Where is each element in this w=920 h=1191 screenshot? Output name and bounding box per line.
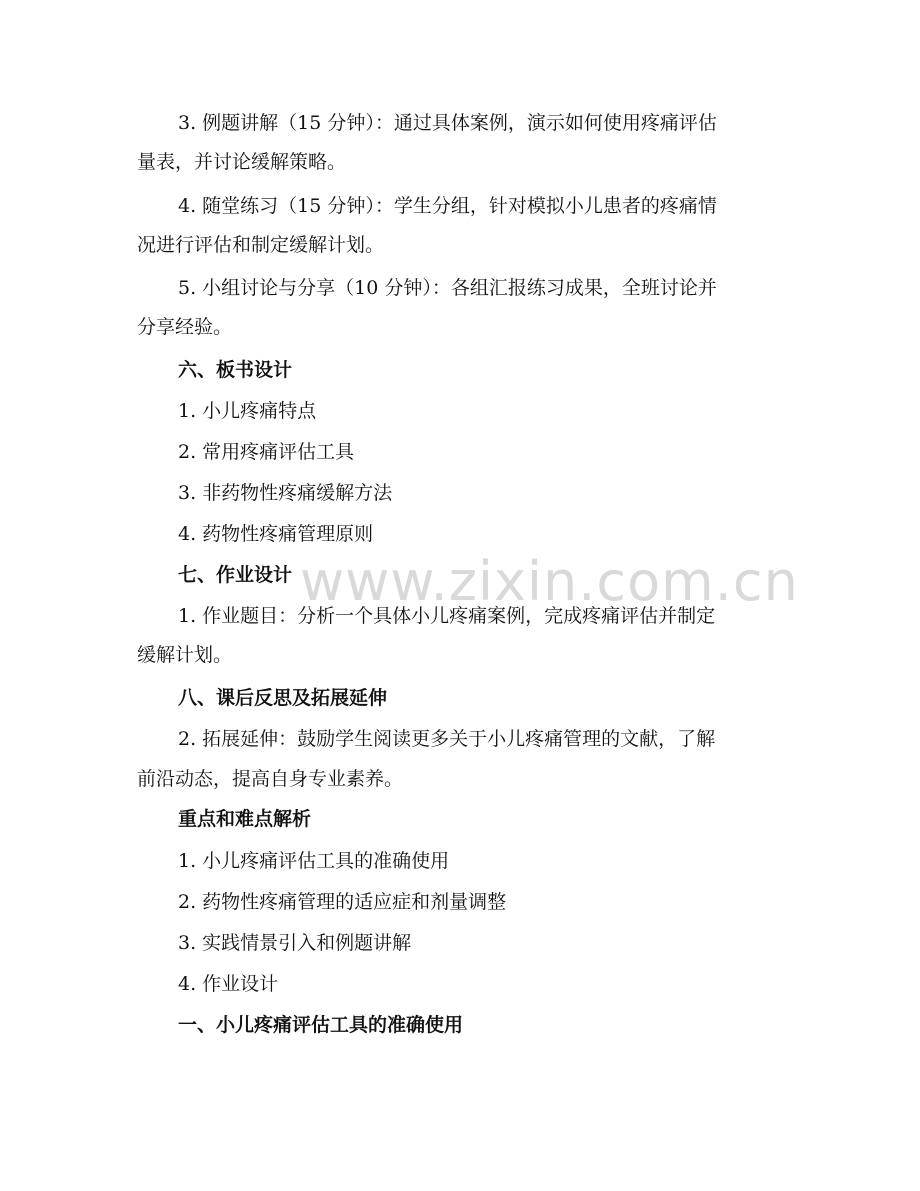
paragraph-line: 3. 例题讲解（15 分钟）：通过具体案例，演示如何使用疼痛评估 [178,112,717,134]
list-item: 4. 药物性疼痛管理原则 [178,523,374,545]
section-heading: 一、小儿疼痛评估工具的准确使用 [178,1014,464,1036]
paragraph-line: 4. 随堂练习（15 分钟）：学生分组，针对模拟小儿患者的疼痛情 [178,195,717,217]
section-heading: 七、作业设计 [178,564,293,586]
list-item: 3. 实践情景引入和例题讲解 [178,932,412,954]
paragraph-line: 况进行评估和制定缓解计划。 [137,234,385,256]
paragraph-line: 前沿动态，提高自身专业素养。 [137,768,404,790]
paragraph-line: 分享经验。 [137,316,233,338]
paragraph-line: 2. 拓展延伸：鼓励学生阅读更多关于小儿疼痛管理的文献，了解 [178,728,716,750]
list-item: 1. 小儿疼痛特点 [178,400,317,422]
paragraph-line: 5. 小组讨论与分享（10 分钟）：各组汇报练习成果，全班讨论并 [178,277,717,299]
section-heading: 重点和难点解析 [178,808,312,830]
list-item: 4. 作业设计 [178,973,279,995]
paragraph-line: 缓解计划。 [137,644,233,666]
section-heading: 八、课后反思及拓展延伸 [178,687,388,709]
list-item: 1. 小儿疼痛评估工具的准确使用 [178,850,450,872]
list-item: 2. 药物性疼痛管理的适应症和剂量调整 [178,891,507,913]
paragraph-line: 1. 作业题目：分析一个具体小儿疼痛案例，完成疼痛评估并制定 [178,605,716,627]
section-heading: 六、板书设计 [178,359,293,381]
list-item: 2. 常用疼痛评估工具 [178,441,355,463]
list-item: 3. 非药物性疼痛缓解方法 [178,482,393,504]
watermark: www.zixin.com.cn [300,550,799,613]
paragraph-line: 量表，并讨论缓解策略。 [137,151,347,173]
